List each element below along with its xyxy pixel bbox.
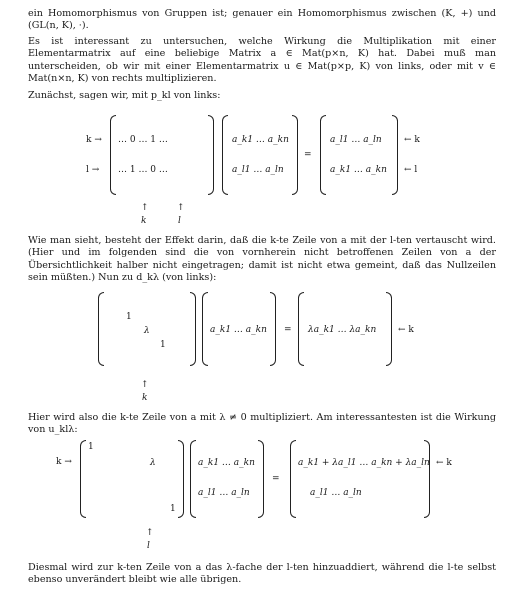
lambda-entry: λ <box>150 458 156 468</box>
bracket-left <box>290 440 296 518</box>
row-label-l: l → <box>86 165 100 175</box>
row-label-k: k → <box>56 457 72 467</box>
up-arrow: ↑ <box>141 380 149 390</box>
equals-sign: = <box>304 150 312 160</box>
arrow-label-k: ← k <box>404 135 420 145</box>
result-row-1: a_l1 … a_ln <box>330 135 382 145</box>
result-row-1: a_k1 + λa_l1 … a_kn + λa_ln <box>298 458 430 468</box>
bracket-left <box>320 115 326 195</box>
equals-sign: = <box>272 474 280 484</box>
paragraph-intro: Es ist interessant zu untersuchen, welche Wirkung die Multiplikation mit einer Elementarmatrix auf eine beliebige Matrix a ∈ Mat(p×n, K) hat. Dabei muß man unterscheiden, ob wir mit einer Elementarmatrix u ∈ Mat(p×p, K) von links, oder mit v ∈ Mat(n×n, K) von rechts multiplizieren. <box>28 36 496 85</box>
column-label-k: k <box>141 216 147 226</box>
column-label-l: l <box>178 216 181 226</box>
bracket-left <box>298 292 304 366</box>
bracket-left <box>110 115 116 195</box>
row-label-k: k → <box>86 135 102 145</box>
bracket-right <box>292 115 298 195</box>
up-arrow: ↑ <box>146 528 154 538</box>
bracket-left <box>202 292 208 366</box>
paragraph-swap: Wie man sieht, besteht der Effekt darin, daß die k-te Zeile von a mit der l-ten vertauscht wird. (Hier und im folgenden sind die von vornherein nicht betroffenen Zeilen von a der Übersichtlichkeit halber nicht eingetragen; damit ist nicht etwa gemeint, daß das Nullzeilen sein müßten.) Nun zu d_kλ (von links): <box>28 235 496 284</box>
bracket-right <box>190 292 196 366</box>
bracket-left <box>222 115 228 195</box>
bracket-right <box>258 440 264 518</box>
arrow-label-k: ← k <box>398 325 414 335</box>
a-row-2: a_l1 … a_ln <box>198 488 250 498</box>
paragraph-homomorphism: ein Homomorphismus von Gruppen ist; genauer ein Homomorphismus zwischen (K, +) und (GL(n, K), ·). <box>28 8 496 32</box>
matrix-row-2: … 1 … 0 … <box>118 165 168 175</box>
arrow-label-l: ← l <box>404 165 418 175</box>
bracket-right <box>208 115 214 195</box>
bracket-left <box>190 440 196 518</box>
diagonal-one: 1 <box>160 340 166 350</box>
bracket-right <box>424 440 430 518</box>
result-row-2: a_l1 … a_ln <box>310 488 362 498</box>
diagonal-lambda: λ <box>144 326 150 336</box>
bracket-left <box>98 292 104 366</box>
matrix-row-1: … 0 … 1 … <box>118 135 168 145</box>
a-row-1: a_k1 … a_kn <box>210 325 267 335</box>
column-label-l: l <box>147 541 150 551</box>
bracket-right <box>270 292 276 366</box>
bracket-right <box>178 440 184 518</box>
diagonal-one: 1 <box>88 442 94 452</box>
paragraph-add: Diesmal wird zur k-ten Zeile von a das λ-fache der l-ten hinzuaddiert, während die l-te selbst ebenso unverändert bleibt wie alle übrigen. <box>28 562 496 586</box>
equals-sign: = <box>284 325 292 335</box>
bracket-right <box>386 292 392 366</box>
up-arrow: ↑ <box>177 203 185 213</box>
up-arrow: ↑ <box>141 203 149 213</box>
a-row-2: a_l1 … a_ln <box>232 165 284 175</box>
a-row-1: a_k1 … a_kn <box>198 458 255 468</box>
arrow-label-k: ← k <box>436 458 452 468</box>
paragraph-pkl: Zunächst, sagen wir, mit p_kl von links: <box>28 90 221 101</box>
diagonal-one: 1 <box>170 504 176 514</box>
bracket-left <box>80 440 86 518</box>
result-row-2: a_k1 … a_kn <box>330 165 387 175</box>
a-row-1: a_k1 … a_kn <box>232 135 289 145</box>
diagonal-one: 1 <box>126 312 132 322</box>
paragraph-multiply: Hier wird also die k-te Zeile von a mit λ ≠ 0 multipliziert. Am interessantesten ist die Wirkung von u_klλ: <box>28 412 496 436</box>
result-row-1: λa_k1 … λa_kn <box>308 325 377 335</box>
bracket-right <box>392 115 398 195</box>
column-label-k: k <box>142 393 148 403</box>
